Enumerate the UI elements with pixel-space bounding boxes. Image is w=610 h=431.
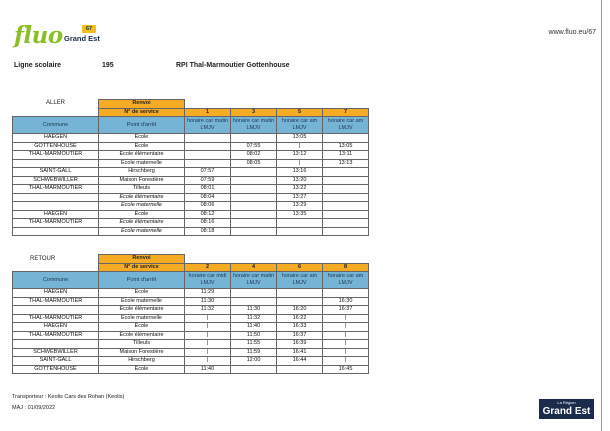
time-cell: | (185, 323, 231, 332)
time-cell: 13:13 (323, 159, 369, 168)
commune-cell: SAINT-GALL (13, 168, 99, 177)
table-row (13, 142, 369, 151)
commune-cell: HAEGEN (13, 210, 99, 219)
service-desc-header: horaire car matin LMJV (185, 117, 231, 134)
table-row (13, 185, 369, 194)
service-number: 2 (185, 263, 231, 272)
logo-region: Grand Est (64, 34, 100, 43)
service-number: 8 (323, 263, 369, 272)
table-row (13, 193, 369, 202)
time-cell (277, 365, 323, 374)
table-row (13, 297, 369, 306)
time-cell: | (323, 331, 369, 340)
service-desc-header: horaire car am LMJV (277, 117, 323, 134)
route-name: RPI Thal-Marmoutier Gottenhouse (176, 62, 290, 69)
time-cell: | (323, 340, 369, 349)
arret-header: Point d'arrêt (99, 117, 185, 134)
time-cell: 08:04 (185, 193, 231, 202)
time-cell (277, 297, 323, 306)
time-cell (323, 219, 369, 228)
time-cell: | (185, 331, 231, 340)
time-cell (185, 134, 231, 143)
time-cell (231, 289, 277, 298)
arret-cell: Tilleuls (99, 340, 185, 349)
blank-cell (185, 100, 277, 109)
table-row (13, 365, 369, 374)
table-row (13, 151, 369, 160)
table-row (13, 323, 369, 332)
time-cell: 13:12 (277, 151, 323, 160)
blank-cell (13, 255, 99, 264)
time-cell: 11:40 (231, 323, 277, 332)
time-cell: 16:37 (323, 306, 369, 315)
time-cell (323, 289, 369, 298)
time-cell (231, 219, 277, 228)
commune-cell (13, 193, 99, 202)
service-number: 1 (185, 108, 231, 117)
time-cell (277, 227, 323, 236)
service-number: 5 (277, 108, 323, 117)
time-cell: 13:11 (323, 151, 369, 160)
time-cell: 08:18 (185, 227, 231, 236)
service-number: 7 (323, 108, 369, 117)
commune-cell (13, 159, 99, 168)
time-cell: 08:06 (185, 202, 231, 211)
time-cell: 08:01 (185, 185, 231, 194)
time-cell: 11:30 (185, 297, 231, 306)
time-cell (231, 202, 277, 211)
time-cell: 11:32 (185, 306, 231, 315)
time-cell: 16:39 (277, 340, 323, 349)
time-cell (185, 151, 231, 160)
table-row (13, 176, 369, 185)
time-cell: 11:59 (231, 348, 277, 357)
time-cell (231, 193, 277, 202)
logo-dept-badge: 67 (82, 25, 96, 33)
commune-cell: THAL-MARMOUTIER (13, 331, 99, 340)
line-type: Ligne scolaire (14, 62, 62, 69)
time-cell: 13:20 (277, 176, 323, 185)
table-row (13, 202, 369, 211)
service-desc-header: horaire car am LMJV (277, 272, 323, 289)
time-cell: 13:05 (277, 134, 323, 143)
service-desc-header: horaire car midi LMJV (185, 272, 231, 289)
arret-cell: Ecole élémentaire (99, 219, 185, 228)
time-cell: 08:16 (185, 219, 231, 228)
arret-cell: Ecole élémentaire (99, 331, 185, 340)
aller-timetable (12, 99, 369, 236)
time-cell: 11:30 (231, 306, 277, 315)
time-cell: | (323, 357, 369, 366)
arret-cell: Ecole (99, 289, 185, 298)
time-cell: 16:33 (277, 323, 323, 332)
time-cell: 13:27 (277, 193, 323, 202)
table-row (13, 331, 369, 340)
time-cell: 16:22 (277, 314, 323, 323)
line-number: 195 (102, 62, 114, 69)
commune-cell: THAL-MARMOUTIER (13, 185, 99, 194)
time-cell: 11:32 (231, 314, 277, 323)
time-cell: | (185, 340, 231, 349)
table-row (13, 159, 369, 168)
time-cell (323, 227, 369, 236)
arret-cell: Ecole maternelle (99, 297, 185, 306)
time-cell (231, 227, 277, 236)
arret-cell: Ecole élémentaire (99, 151, 185, 160)
time-cell: | (323, 348, 369, 357)
arret-cell: Maison Forestière (99, 348, 185, 357)
time-cell: | (277, 142, 323, 151)
time-cell: | (185, 357, 231, 366)
commune-cell: THAL-MARMOUTIER (13, 314, 99, 323)
commune-cell: HAEGEN (13, 134, 99, 143)
time-cell (277, 219, 323, 228)
service-desc-header: horaire car matin LMJV (231, 272, 277, 289)
table-row (13, 168, 369, 177)
commune-header: Commune (13, 117, 99, 134)
table-row (13, 227, 369, 236)
time-cell (277, 289, 323, 298)
arret-cell: Ecole (99, 210, 185, 219)
time-cell (323, 168, 369, 177)
time-cell (231, 168, 277, 177)
time-cell (231, 210, 277, 219)
website-url[interactable]: www.fluo.eu/67 (548, 29, 596, 36)
retour-timetable (12, 254, 369, 374)
table-row (13, 340, 369, 349)
time-cell: | (185, 314, 231, 323)
blank-cell (13, 100, 99, 109)
time-cell (323, 185, 369, 194)
table-row (13, 219, 369, 228)
retour-title: RETOUR (30, 256, 56, 262)
commune-cell: THAL-MARMOUTIER (13, 219, 99, 228)
commune-cell: THAL-MARMOUTIER (13, 151, 99, 160)
time-cell (323, 193, 369, 202)
arret-cell: Ecole maternelle (99, 314, 185, 323)
time-cell (323, 210, 369, 219)
arret-cell: Ecole maternelle (99, 202, 185, 211)
renvoi-label: Renvoi (99, 255, 185, 264)
page-edge-line (601, 0, 602, 431)
time-cell: 13:05 (323, 142, 369, 151)
time-cell (231, 297, 277, 306)
time-cell: 11:50 (231, 331, 277, 340)
arret-cell: Hirschberg (99, 357, 185, 366)
transporteur-note: Transporteur : Keolis Cars des Rohan (Keolis) (12, 394, 125, 400)
time-cell: 07:55 (231, 142, 277, 151)
time-cell: 13:29 (277, 202, 323, 211)
time-cell: 16:30 (323, 297, 369, 306)
arret-cell: Hirschberg (99, 168, 185, 177)
time-cell (323, 176, 369, 185)
renvoi-label: Renvoi (99, 100, 185, 109)
commune-cell (13, 306, 99, 315)
commune-cell: GOTTENHOUSE (13, 365, 99, 374)
time-cell (231, 176, 277, 185)
time-cell (185, 159, 231, 168)
commune-cell: HAEGEN (13, 289, 99, 298)
arret-cell: Ecole maternelle (99, 159, 185, 168)
region-logo-small: La Région (557, 400, 576, 405)
time-cell (231, 365, 277, 374)
commune-cell (13, 340, 99, 349)
time-cell: | (185, 348, 231, 357)
time-cell (231, 185, 277, 194)
aller-title: ALLER (46, 100, 66, 106)
table-row (13, 289, 369, 298)
arret-cell: Ecole élémentaire (99, 306, 185, 315)
logo-word: fluo (14, 22, 63, 49)
time-cell: | (277, 159, 323, 168)
service-label: N° de service (99, 263, 185, 272)
service-number: 6 (277, 263, 323, 272)
time-cell: 16:41 (277, 348, 323, 357)
blank-cell (185, 255, 277, 264)
blank-cell (13, 108, 99, 117)
update-date: MAJ : 01/09/2022 (12, 405, 56, 411)
time-cell: | (323, 323, 369, 332)
time-cell (323, 134, 369, 143)
service-desc-header: horaire car am LMJV (323, 272, 369, 289)
commune-cell: SAINT-GALL (13, 357, 99, 366)
time-cell: 08:05 (231, 159, 277, 168)
commune-cell: HAEGEN (13, 323, 99, 332)
arret-cell: Maison Forestière (99, 176, 185, 185)
time-cell (231, 134, 277, 143)
commune-cell: SCHWEBWILLER (13, 348, 99, 357)
arret-cell: Tilleuls (99, 185, 185, 194)
time-cell: 13:16 (277, 168, 323, 177)
service-desc-header: horaire car matin LMJV (231, 117, 277, 134)
blank-cell (277, 255, 369, 264)
commune-cell (13, 202, 99, 211)
commune-cell: THAL-MARMOUTIER (13, 297, 99, 306)
time-cell: | (323, 314, 369, 323)
time-cell: 16:44 (277, 357, 323, 366)
arret-cell: Ecole élémentaire (99, 193, 185, 202)
table-row (13, 306, 369, 315)
arret-cell: Ecole maternelle (99, 227, 185, 236)
blank-cell (277, 100, 369, 109)
arret-cell: Ecole (99, 323, 185, 332)
commune-cell (13, 227, 99, 236)
table-row (13, 210, 369, 219)
time-cell: 16:37 (277, 331, 323, 340)
table-row (13, 314, 369, 323)
time-cell: 07:57 (185, 168, 231, 177)
table-row (13, 134, 369, 143)
arret-cell: Ecole (99, 365, 185, 374)
blank-cell (13, 263, 99, 272)
time-cell: 11:29 (185, 289, 231, 298)
table-row (13, 348, 369, 357)
commune-header: Commune (13, 272, 99, 289)
time-cell (185, 142, 231, 151)
arret-cell: Ecole (99, 142, 185, 151)
service-desc-header: horaire car am LMJV (323, 117, 369, 134)
table-row (13, 357, 369, 366)
fluo-logo (14, 20, 114, 48)
commune-cell: SCHWEBWILLER (13, 176, 99, 185)
time-cell: 08:12 (185, 210, 231, 219)
time-cell (323, 202, 369, 211)
time-cell: 16:45 (323, 365, 369, 374)
time-cell: 16:20 (277, 306, 323, 315)
time-cell: 11:40 (185, 365, 231, 374)
time-cell: 11:55 (231, 340, 277, 349)
time-cell: 13:22 (277, 185, 323, 194)
time-cell: 07:59 (185, 176, 231, 185)
arret-cell: Ecole (99, 134, 185, 143)
commune-cell: GOTTENHOUSE (13, 142, 99, 151)
region-logo-big: Grand Est (542, 406, 591, 417)
service-number: 3 (231, 108, 277, 117)
time-cell: 13:35 (277, 210, 323, 219)
region-grand-est-logo (539, 399, 594, 419)
time-cell: 12:00 (231, 357, 277, 366)
time-cell: 08:02 (231, 151, 277, 160)
service-number: 4 (231, 263, 277, 272)
arret-header: Point d'arrêt (99, 272, 185, 289)
service-label: N° de service (99, 108, 185, 117)
